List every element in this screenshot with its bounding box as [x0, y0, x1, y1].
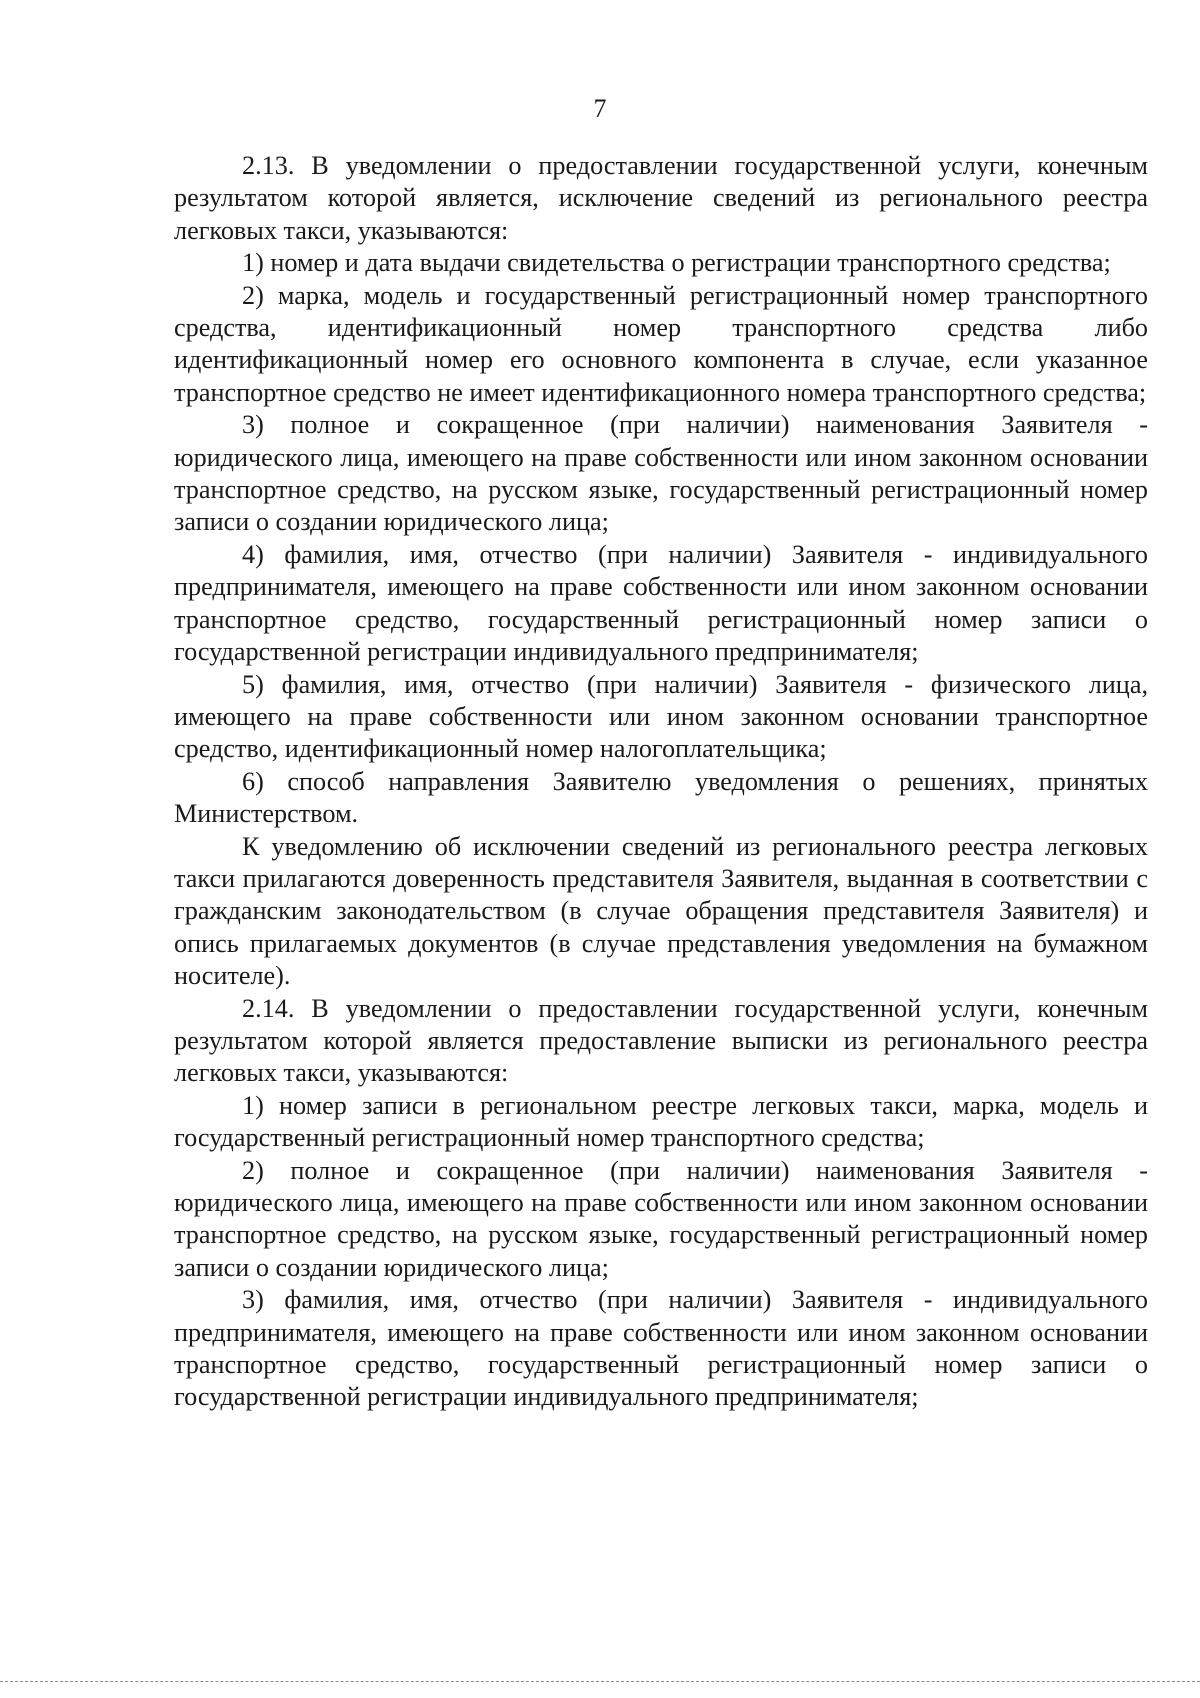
list-item-6: 6) способ направления Заявителю уведомления о решениях, принятых Министерством.: [174, 766, 1148, 829]
scan-edge-line: [0, 1681, 1200, 1682]
paragraph-2-13: 2.13. В уведомлении о предоставлении государственной услуги, конечным результатом которой является, исключение сведений из регионального реестра легковых такси, указываются:: [174, 151, 1148, 245]
list-item-3: 3) полное и сокращенное (при наличии) наименования Заявителя - юридического лица, имеющего на праве собственности или ином законном основании транспортное средство, на русском языке, государственный регистрационный номер записи о создании юридического лица;: [174, 410, 1148, 537]
list-item-1: 1) номер и дата выдачи свидетельства о регистрации транспортного средства;: [242, 248, 1111, 278]
list-item-1-b: 1) номер записи в региональном реестре легковых такси, марка, модель и государственный регистрационный номер транспортного средства;: [174, 1090, 1148, 1153]
list-item-2-b: 2) полное и сокращенное (при наличии) наименования Заявителя - юридического лица, имеющего на праве собственности или ином законном основании транспортное средство, на русском языке, государственный регистрационный номер записи о создании юридического лица;: [174, 1155, 1148, 1282]
document-body: [174, 150, 1148, 1414]
list-item-2: 2) марка, модель и государственный регистрационный номер транспортного средства, идентификационный номер транспортного средства либо идентификационный номер его основного компонента в случае, если указанное транспортное средство не имеет идентификационного номера транспортного средства;: [174, 280, 1148, 407]
list-item-3-b: 3) фамилия, имя, отчество (при наличии) Заявителя - индивидуального предпринимателя, имеющего на праве собственности или ином законном основании транспортное средство, государственный регистрационный номер записи о государственной регистрации индивидуального предпринимателя;: [174, 1285, 1148, 1412]
page-number: 7: [593, 94, 607, 123]
paragraph-2-14: 2.14. В уведомлении о предоставлении государственной услуги, конечным результатом которой является предоставление выписки из регионального реестра легковых такси, указываются:: [174, 993, 1148, 1088]
paragraph-attachments: К уведомлению об исключении сведений из регионального реестра легковых такси прилагаются доверенность представителя Заявителя, выданная в соответствии с гражданским законодательством (в случае обращения представителя Заявителя) и опись прилагаемых документов (в случае представления уведомления на бумажном носителе).: [174, 831, 1148, 991]
list-item-4: 4) фамилия, имя, отчество (при наличии) Заявителя - индивидуального предпринимателя, имеющего на праве собственности или ином законном основании транспортное средство, государственный регистрационный номер записи о государственной регистрации индивидуального предпринимателя;: [174, 539, 1148, 667]
list-item-5: 5) фамилия, имя, отчество (при наличии) Заявителя - физического лица, имеющего на праве собственности или ином законном основании транспортное средство, идентификационный номер налогоплательщика;: [174, 669, 1148, 764]
